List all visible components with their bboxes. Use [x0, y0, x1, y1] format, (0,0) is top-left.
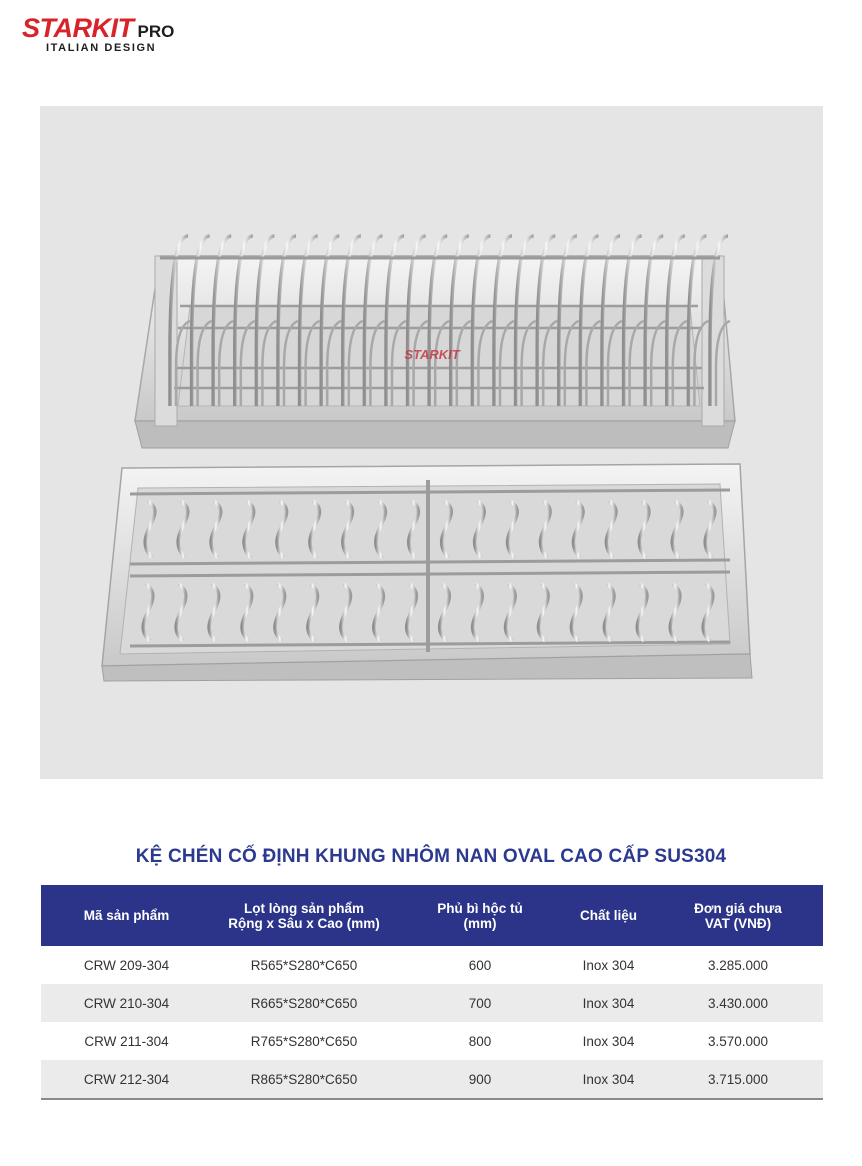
bowl-rack-lower — [102, 464, 752, 681]
table-header-row — [41, 885, 823, 946]
cell-price: 3.285.000 — [707, 957, 769, 973]
product-title: KỆ CHÉN CỐ ĐỊNH KHUNG NHÔM NAN OVAL CAO CẤP SUS304 — [135, 846, 727, 867]
table-row — [41, 984, 823, 1022]
cell-cabinet: 800 — [468, 1033, 492, 1049]
rack-brand-label: STARKIT — [404, 347, 460, 362]
cell-size: R665*S280*C650 — [212, 984, 396, 1022]
cell-size: R765*S280*C650 — [250, 1033, 358, 1049]
cell-material: Inox 304 — [564, 1060, 653, 1099]
cell-code: CRW 209-304 — [83, 957, 170, 973]
price-table — [41, 885, 823, 1100]
cell-code: CRW 210-304 — [41, 984, 212, 1022]
cell-cabinet: 900 — [396, 1060, 564, 1099]
table-row — [41, 1060, 823, 1099]
cell-material: Inox 304 — [582, 1033, 635, 1049]
dish-rack-icon — [40, 106, 823, 779]
cell-cabinet: 600 — [468, 957, 492, 973]
cell-material: Inox 304 — [582, 957, 635, 973]
cell-price: 3.715.000 — [653, 1060, 823, 1099]
cell-price: 3.570.000 — [707, 1033, 769, 1049]
upper-rack-front-rail — [135, 421, 735, 448]
brand-tagline: ITALIAN DESIGN — [46, 42, 157, 54]
col-header-cabinet: Phủ bì hộc tủ (mm) — [396, 885, 564, 946]
table-row — [41, 1022, 823, 1060]
col-header-price: Đơn giá chưa VAT (VNĐ) — [653, 885, 823, 946]
cell-code: CRW 212-304 — [41, 1060, 212, 1099]
cell-size: R865*S280*C650 — [212, 1060, 396, 1099]
cell-size: R565*S280*C650 — [250, 957, 358, 973]
col-header-size: Lọt lòng sản phẩm Rộng x Sâu x Cao (mm) — [212, 885, 396, 946]
cell-price: 3.430.000 — [653, 984, 823, 1022]
cell-code: CRW 211-304 — [84, 1033, 169, 1049]
col-header-material: Chất liệu — [564, 885, 653, 946]
col-header-code: Mã sản phẩm — [41, 885, 212, 946]
plate-rack-upper — [135, 236, 735, 448]
table-row — [41, 946, 823, 984]
brand-logo — [22, 14, 174, 54]
cell-material: Inox 304 — [564, 984, 653, 1022]
product-photo — [40, 106, 823, 779]
brand-name: STARKIT — [22, 13, 134, 43]
cell-cabinet: 700 — [396, 984, 564, 1022]
brand-suffix: PRO — [137, 22, 175, 41]
